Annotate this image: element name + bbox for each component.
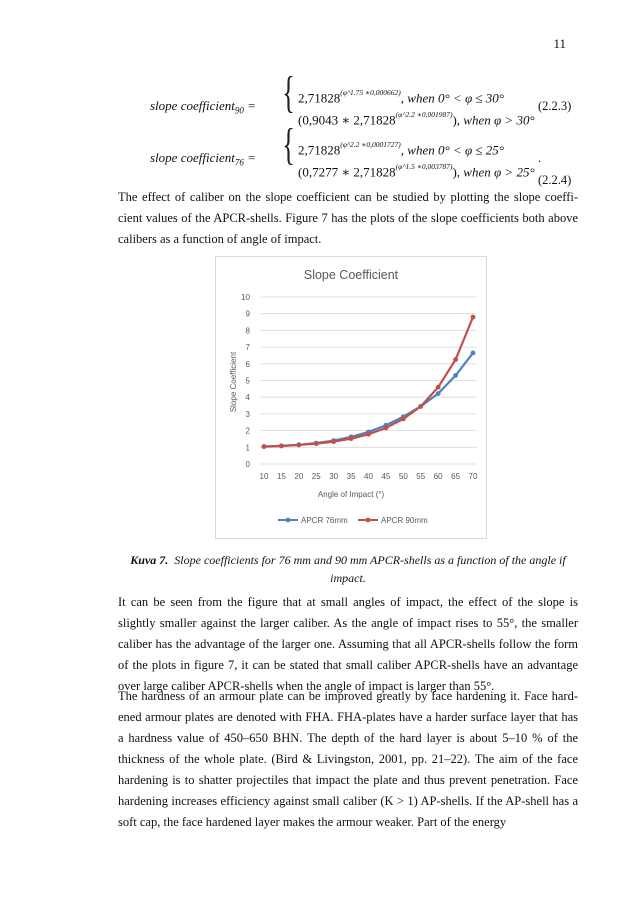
equation-case-1: $2,71828^{(\varphi\^{}2.2 ∗0,0001727)}$, when 0° < φ ≤ 25° bbox=[298, 140, 504, 158]
data-point bbox=[296, 443, 301, 448]
data-point bbox=[366, 432, 371, 437]
y-tick-label: 1 bbox=[245, 443, 250, 453]
y-tick-label: 3 bbox=[245, 409, 250, 419]
equation-lhs: slope coefficient$_{90}$ = bbox=[150, 98, 256, 116]
chart-title: Slope Coefficient bbox=[303, 268, 399, 282]
y-tick-label: 10 bbox=[241, 293, 250, 302]
x-tick-label: 70 bbox=[468, 472, 478, 481]
y-tick-label: 6 bbox=[245, 359, 250, 369]
equation-brace: { bbox=[282, 120, 295, 169]
legend-label: APCR 90mm bbox=[381, 516, 428, 525]
equation-case-1: $2,71828^{(\varphi\^{}1.75 ∗0,000662)}$, when 0° < φ ≤ 30° bbox=[298, 88, 504, 106]
paragraph-analysis: It can be seen from the figure that at small angles of impact, the effect of the slope is slightly smaller against the larger caliber. As the angle of impact rises to 55°, the smaller caliber has the advantage of the larger one. Assuming that all APCR-shells follow the form of the plots in figure 7, it can be stated that small caliber APCR-shells have an advantage over large caliber APCR-shells when the angle of impact is larger than 55°. bbox=[118, 595, 578, 693]
paragraph-intro: The effect of caliber on the slope coefficient can be studied by plotting the slope coeffi-cient values of the APCR-shells. Figure 7 has the plots of the slope coefficients both above calibers as a function of angle of impact. bbox=[118, 190, 578, 246]
data-point bbox=[401, 417, 406, 422]
x-tick-label: 55 bbox=[416, 472, 426, 481]
x-tick-label: 25 bbox=[311, 472, 321, 481]
equation-number: (2.2.3) bbox=[538, 99, 572, 113]
x-tick-label: 40 bbox=[364, 472, 373, 481]
data-point bbox=[384, 426, 389, 431]
equation-case-2: (0,9043 ∗ $2,71828^{(\varphi\^{}2.2 ∗0,001987)}$), when φ > 30° bbox=[298, 110, 535, 128]
page-number: 11 bbox=[553, 36, 566, 51]
equation-case-2: (0,7277 ∗ $2,71828^{(\varphi\^{}1.5 ∗0,003787)}$), when φ > 25° bbox=[298, 162, 535, 180]
data-point bbox=[453, 373, 458, 378]
equation-brace: { bbox=[282, 68, 295, 117]
series-line-apcr-90mm bbox=[264, 317, 473, 447]
y-tick-label: 4 bbox=[245, 393, 250, 403]
data-point bbox=[436, 385, 441, 390]
caption-label: Kuva 7. bbox=[130, 553, 169, 567]
data-point bbox=[279, 444, 284, 449]
y-tick-label: 5 bbox=[245, 376, 250, 386]
legend-marker bbox=[366, 518, 371, 523]
y-tick-label: 0 bbox=[245, 460, 250, 469]
y-tick-label: 9 bbox=[245, 309, 250, 319]
data-point bbox=[331, 439, 336, 444]
y-tick-label: 8 bbox=[245, 326, 250, 336]
data-point bbox=[453, 357, 458, 362]
data-point bbox=[418, 404, 423, 409]
equation-lhs: slope coefficient$_{76}$ = bbox=[150, 150, 256, 168]
y-tick-label: 7 bbox=[245, 343, 250, 353]
data-point bbox=[262, 444, 267, 449]
caption-text: Slope coefficients for 76 mm and 90 mm APCR-shells as a function of the angle if impact. bbox=[174, 553, 566, 585]
x-tick-label: 60 bbox=[433, 472, 443, 481]
x-tick-label: 20 bbox=[294, 472, 304, 481]
data-point bbox=[349, 436, 354, 441]
y-tick-label: 2 bbox=[245, 426, 250, 436]
x-tick-label: 30 bbox=[329, 472, 339, 481]
data-point bbox=[314, 441, 319, 446]
x-axis-label: Angle of Impact (°) bbox=[317, 490, 385, 499]
x-tick-label: 35 bbox=[346, 472, 356, 481]
legend-marker bbox=[286, 518, 291, 523]
data-point bbox=[436, 391, 441, 396]
slope-coefficient-chart bbox=[216, 257, 486, 538]
x-tick-label: 50 bbox=[398, 472, 408, 481]
x-tick-label: 45 bbox=[381, 472, 391, 481]
equation-number: .(2.2.4) bbox=[538, 151, 572, 187]
x-tick-label: 10 bbox=[259, 472, 269, 481]
data-point bbox=[471, 315, 476, 320]
paragraph-hardening: The hardness of an armour plate can be improved greatly by face hardening it. Face hard-ened armour plates are denoted with FHA. FHA-plates have a harder surface layer that has a hardness value of 450–650 BHN. The depth of the hard layer is about 5–10 % of the thickness of the whole plate. (Bird & Livingston, 2001, pp. 21–22). The aim of the face hardening is to shatter projectiles that impact the plate and thus prevent penetration. Face hardening increases efficiency against small caliber (K > 1) AP-shells. If the AP-shell has a soft cap, the face hardened layer makes the armour weaker. Part of the energy bbox=[118, 689, 578, 829]
x-tick-label: 65 bbox=[451, 472, 461, 481]
legend-label: APCR 76mm bbox=[301, 516, 348, 525]
x-tick-label: 15 bbox=[276, 472, 286, 481]
figure-7-chart bbox=[215, 256, 487, 539]
y-axis-label: Slope Coefficient bbox=[229, 351, 238, 413]
figure-caption bbox=[118, 551, 578, 587]
data-point bbox=[471, 351, 476, 356]
